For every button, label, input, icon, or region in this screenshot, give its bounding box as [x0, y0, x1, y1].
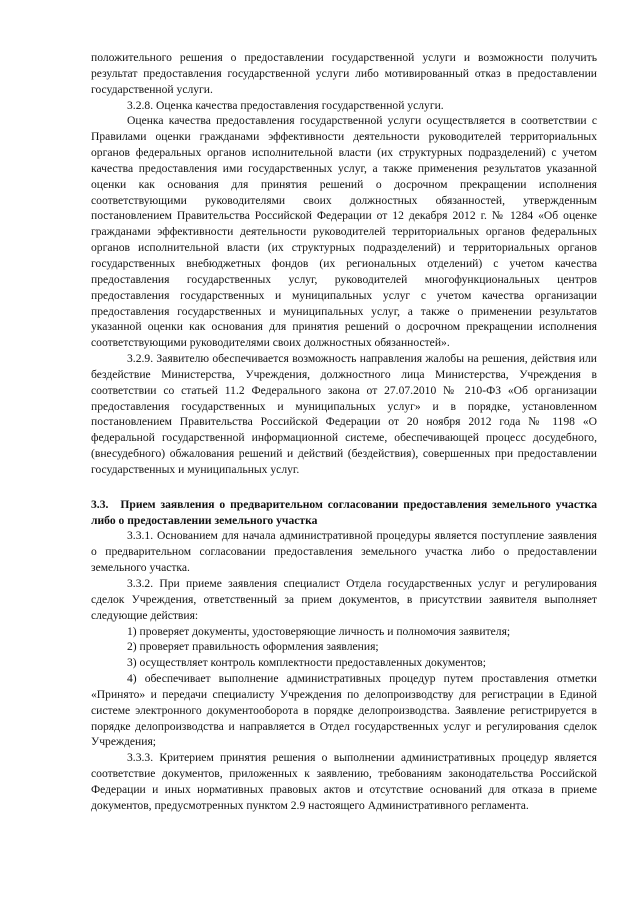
paragraph-3-3-2: 3.3.2. При приеме заявления специалист Отдела государственных услуг и регулирования сделок Учреждения, ответственный за прием документов, в присутствии заявителя выполняет следующие действия: [91, 577, 597, 622]
document-page [91, 50, 597, 814]
list-item-4: 4) обеспечивает выполнение административных процедур путем проставления отметки «Принято» и передачи специалисту Учреждения по делопроизводству для регистрации в Единой системе электронного документооборота в порядке делопроизводства. Заявление регистрируется в порядке делопроизводства и направляется в Отдел государственных услуг и регулирования сделок Учреждения; [91, 672, 597, 749]
paragraph-3-2-9: 3.2.9. Заявителю обеспечивается возможность направления жалобы на решения, действия или бездействие Министерства, Учреждения, должностного лица Министерства, Учреждения в соответствии со статьей 11.2 Федерального закона от 27.07.2010 № 210-ФЗ «Об организации предоставления государственных и муниципальных услуг» и в порядке, установленном постановлением Правительства Российской Федерации от 20 ноября 2012 года № 1198 «О федеральной государственной информационной системе, обеспечивающей процесс досудебного, (внесудебного) обжалования решений и действий (бездействия), совершенных при предоставлении государственных и муниципальных услуг. [91, 352, 597, 476]
paragraph-continuation: положительного решения о предоставлении государственной услуги и возможности получить результат предоставления государственной услуги либо мотивированный отказ в предоставлении государственной услуги. [91, 51, 597, 96]
section-number: 3.3. [91, 497, 109, 511]
list-item-1: 1) проверяет документы, удостоверяющие личность и полномочия заявителя; [127, 624, 511, 638]
paragraph-quality-assessment: Оценка качества предоставления государственной услуги осуществляется в соответствии с Правилами оценки гражданами эффективности деятельности руководителей территориальных органов федеральных органов исполнительной власти (их структурных подразделений) с учетом качества предоставления ими государственных услуг, а также применения результатов указанной оценки как основания для принятия решений о досрочном прекращении исполнения соответствующими руководителями своих должностных обязанностей, утвержденным постановлением Правительства Российской Федерации от 12 декабря 2012 г. № 1284 «Об оценке гражданами эффективности деятельности руководителей территориальных органов федеральных органов исполнительной власти (их структурных подразделений) и территориальных органов государственных внебюджетных фондов (их региональных отделений) с учетом качества предоставления государственных услуг, руководителей многофункциональных центров предоставления государственных и муниципальных услуг с учетом качества организации предоставления государственных и муниципальных услуг, а также о применении результатов указанной оценки как основания для принятия решений о досрочном прекращении исполнения соответствующими руководителями своих должностных обязанностей». [91, 114, 597, 350]
section-heading [91, 497, 597, 529]
paragraph-3-2-8: 3.2.8. Оценка качества предоставления государственной услуги. [127, 98, 444, 112]
paragraph-3-3-3: 3.3.3. Критерием принятия решения о выполнении административных процедур является соответствие документов, приложенных к заявлению, требованиям законодательства Российской Федерации и иных нормативных правовых актов и отсутствие оснований для отказа в приеме документов, предусмотренных пунктом 2.9 настоящего Административного регламента. [91, 751, 597, 812]
paragraph-3-3-1: 3.3.1. Основанием для начала административной процедуры является поступление заявления о предварительном согласовании предоставления земельного участка либо о предоставлении земельного участка. [91, 529, 597, 575]
list-item-2: 2) проверяет правильность оформления заявления; [127, 640, 379, 654]
list-item-3: 3) осуществляет контроль комплектности предоставленных документов; [127, 656, 486, 670]
section-title: Прием заявления о предварительном согласовании предоставления земельного участка либо о предоставлении земельного участка [91, 497, 597, 527]
